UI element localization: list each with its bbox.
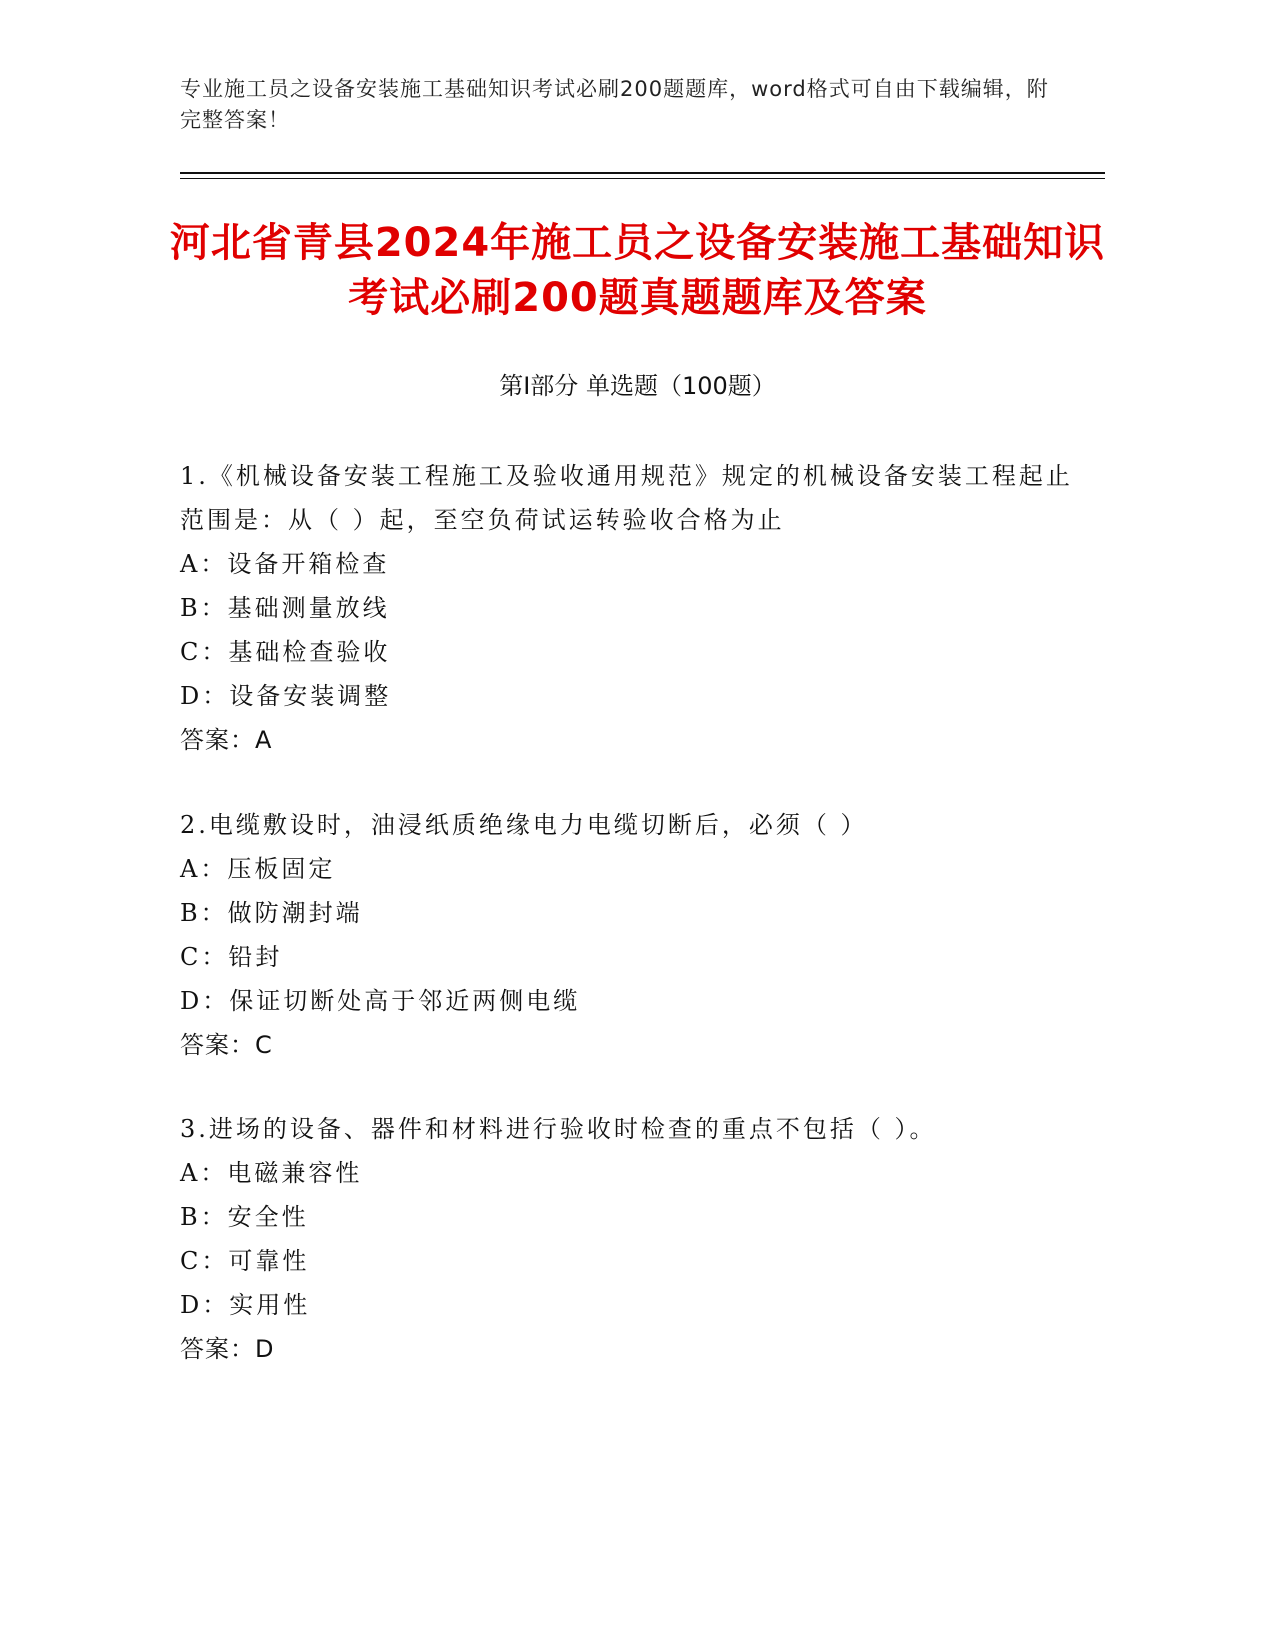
option-b: B：基础测量放线 (180, 594, 390, 622)
question-stem: 3.进场的设备、器件和材料进行验收时检查的重点不包括（ ）。 (180, 1115, 937, 1143)
option-c: C：可靠性 (180, 1247, 310, 1275)
option-a: A：设备开箱检查 (180, 550, 390, 578)
question-block (180, 454, 1080, 762)
option-a: A：电磁兼容性 (180, 1159, 363, 1187)
question-block (180, 803, 1080, 1067)
option-c: C：铅封 (180, 943, 283, 971)
question-stem: 2.电缆敷设时，油浸纸质绝缘电力电缆切断后，必须（ ） (180, 811, 868, 839)
question-stem: 1.《机械设备安装工程施工及验收通用规范》规定的机械设备安装工程起止范围是：从（ ）起，至空负荷试运转验收合格为止 (180, 462, 1073, 534)
option-b: B：安全性 (180, 1203, 309, 1231)
document-title: 河北省青县2024年施工员之设备安装施工基础知识考试必刷200题真题题库及答案 (169, 220, 1106, 321)
option-a: A：压板固定 (180, 855, 336, 883)
option-c: C：基础检查验收 (180, 638, 391, 666)
option-d: D：保证切断处高于邻近两侧电缆 (180, 987, 581, 1015)
header-note: 专业施工员之设备安装施工基础知识考试必刷200题题库，word格式可自由下载编辑，附完整答案！ (180, 77, 1049, 132)
answer-line: 答案：D (180, 1335, 275, 1363)
answer-line: 答案：A (180, 726, 273, 754)
option-d: D：设备安装调整 (180, 682, 392, 710)
option-b: B：做防潮封端 (180, 899, 363, 927)
question-block (180, 1107, 1080, 1371)
option-d: D：实用性 (180, 1291, 311, 1319)
header-rule-thin (180, 178, 1105, 179)
section-title: 第Ⅰ部分 单选题（100题） (499, 372, 776, 400)
header-rule-thick (180, 172, 1105, 174)
answer-line: 答案：C (180, 1031, 273, 1059)
